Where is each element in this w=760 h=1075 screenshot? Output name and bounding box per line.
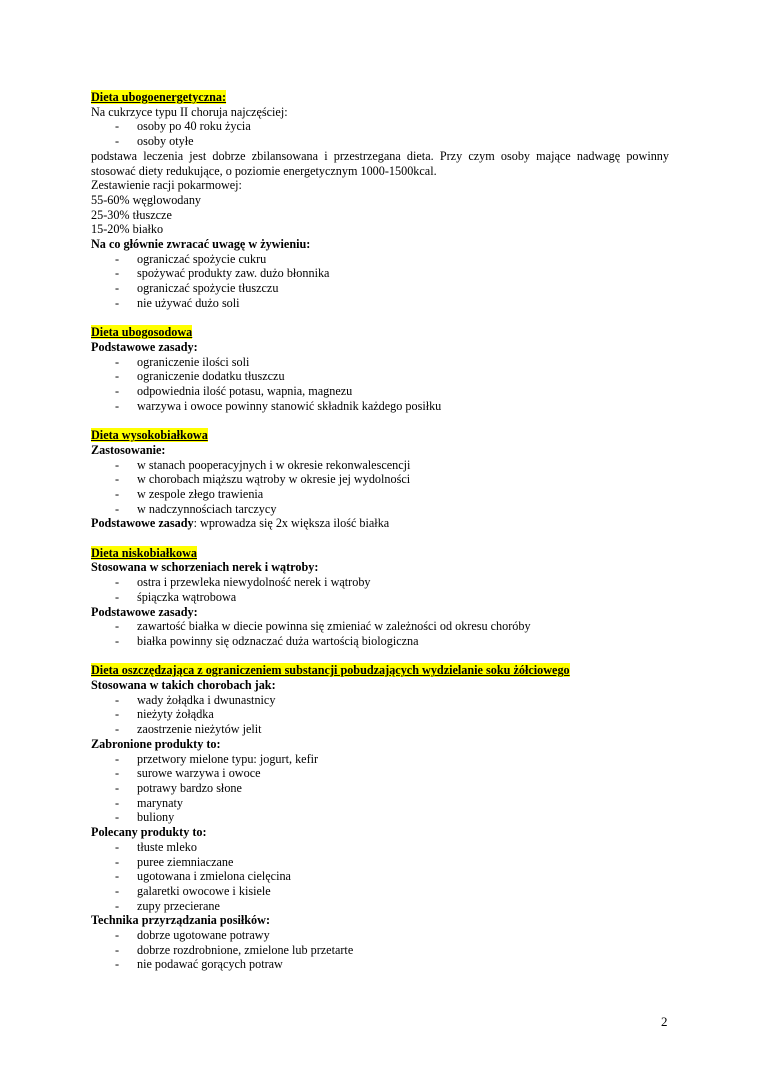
list-item: - ograniczać spożycie cukru: [91, 252, 669, 267]
list-item: - odpowiednia ilość potasu, wapnia, magnezu: [91, 384, 669, 399]
section-heading-line: [91, 325, 669, 340]
list-item: - galaretki owocowe i kisiele: [91, 884, 669, 899]
section-heading: Dieta wysokobiałkowa: [91, 428, 208, 443]
list-item: - zupy przecierane: [91, 899, 669, 914]
paragraph: podstawa leczenia jest dobrze zbilansowana i przestrzegana dieta. Przy czym osoby mające nadwagę powinny stosować diety redukujące, o poziomie energetycznym 1000-1500kcal.: [91, 148, 669, 178]
bullet-list: [91, 252, 669, 311]
bullet-list: [91, 119, 669, 148]
page-number: 2: [661, 1014, 668, 1029]
document-body: [91, 90, 669, 972]
section-heading-line: [91, 90, 669, 105]
list-item: - warzywa i owoce powinny stanowić składnik każdego posiłku: [91, 399, 669, 414]
bullet-list: [91, 575, 669, 604]
section: [91, 546, 669, 649]
section-gap: [91, 413, 669, 428]
bullet-list: [91, 619, 669, 648]
section-heading: Dieta ubogosodowa: [91, 325, 193, 340]
label-text: : wprowadza się 2x większa ilość białka: [193, 516, 390, 531]
list-item: - osoby po 40 roku życia: [91, 119, 669, 134]
list-item: - ograniczenie ilości soli: [91, 355, 669, 370]
text-line: Na cukrzyce typu II choruja najczęściej:: [91, 104, 288, 119]
list-item: - zawartość białka w diecie powinna się zmieniać w zależności od okresu choróby: [91, 619, 669, 634]
subheading: Na co głównie zwracać uwagę w żywieniu:: [91, 237, 311, 252]
list-item: - ograniczać spożycie tłuszczu: [91, 281, 669, 296]
text-line: 15-20% białko: [91, 222, 164, 237]
list-item: - potrawy bardzo słone: [91, 781, 669, 796]
list-item: - surowe warzywa i owoce: [91, 766, 669, 781]
bullet-list: [91, 928, 669, 972]
mixed-line: [91, 516, 669, 531]
section: [91, 428, 669, 531]
text-line: Zestawienie racji pokarmowej:: [91, 178, 242, 193]
bullet-list: [91, 752, 669, 826]
bullet-list: [91, 840, 669, 914]
bullet-list: [91, 355, 669, 414]
list-item: - w stanach pooperacyjnych i w okresie rekonwalescencji: [91, 458, 669, 473]
list-item: - nie używać dużo soli: [91, 296, 669, 311]
section: [91, 663, 669, 972]
section: [91, 90, 669, 311]
section-gap: [91, 531, 669, 546]
list-item: - buliony: [91, 810, 669, 825]
subheading: Technika przyrządzania posiłków:: [91, 913, 270, 928]
subheading: Zabronione produkty to:: [91, 736, 221, 751]
list-item: - ostra i przewleka niewydolność nerek i wątroby: [91, 575, 669, 590]
list-item: - spożywać produkty zaw. dużo błonnika: [91, 266, 669, 281]
section-gap: [91, 649, 669, 664]
section-gap: [91, 311, 669, 326]
list-item: - wady żołądka i dwunastnicy: [91, 693, 669, 708]
subheading: Podstawowe zasady:: [91, 604, 198, 619]
section-heading-line: [91, 663, 669, 678]
list-item: - osoby otyłe: [91, 134, 669, 149]
list-item: - dobrze rozdrobnione, zmielone lub przetarte: [91, 943, 669, 958]
list-item: - tłuste mleko: [91, 840, 669, 855]
list-item: - nieżyty żołądka: [91, 707, 669, 722]
list-item: - zaostrzenie nieżytów jelit: [91, 722, 669, 737]
subheading: Stosowana w schorzeniach nerek i wątroby:: [91, 560, 319, 575]
list-item: - w zespole złego trawienia: [91, 487, 669, 502]
list-item: - w nadczynnościach tarczycy: [91, 502, 669, 517]
section-heading: Dieta ubogoenergetyczna:: [91, 90, 227, 104]
section: [91, 325, 669, 413]
section-heading: Dieta niskobiałkowa: [91, 545, 197, 560]
text-line: 25-30% tłuszcze: [91, 207, 172, 222]
list-item: - śpiączka wątrobowa: [91, 590, 669, 605]
list-item: - białka powinny się odznaczać duża wartością biologiczna: [91, 634, 669, 649]
section-heading-line: [91, 428, 669, 443]
list-item: - puree ziemniaczane: [91, 855, 669, 870]
list-item: - marynaty: [91, 796, 669, 811]
list-item: - ograniczenie dodatku tłuszczu: [91, 369, 669, 384]
bullet-list: [91, 693, 669, 737]
subheading: Podstawowe zasady:: [91, 339, 198, 354]
section-heading: Dieta oszczędzająca z ograniczeniem substancji pobudzających wydzielanie soku żółciowego: [91, 663, 570, 678]
subheading: Zastosowanie:: [91, 442, 166, 457]
list-item: - ugotowana i zmielona cielęcina: [91, 869, 669, 884]
bullet-list: [91, 458, 669, 517]
bold-label: Podstawowe zasady: [91, 516, 194, 531]
section-heading-line: [91, 546, 669, 561]
list-item: - nie podawać gorących potraw: [91, 957, 669, 972]
subheading: Stosowana w takich chorobach jak:: [91, 678, 276, 693]
subheading: Polecany produkty to:: [91, 825, 207, 840]
text-line: 55-60% węglowodany: [91, 192, 202, 207]
list-item: - przetwory mielone typu: jogurt, kefir: [91, 752, 669, 767]
list-item: - w chorobach miąższu wątroby w okresie jej wydolności: [91, 472, 669, 487]
list-item: - dobrze ugotowane potrawy: [91, 928, 669, 943]
